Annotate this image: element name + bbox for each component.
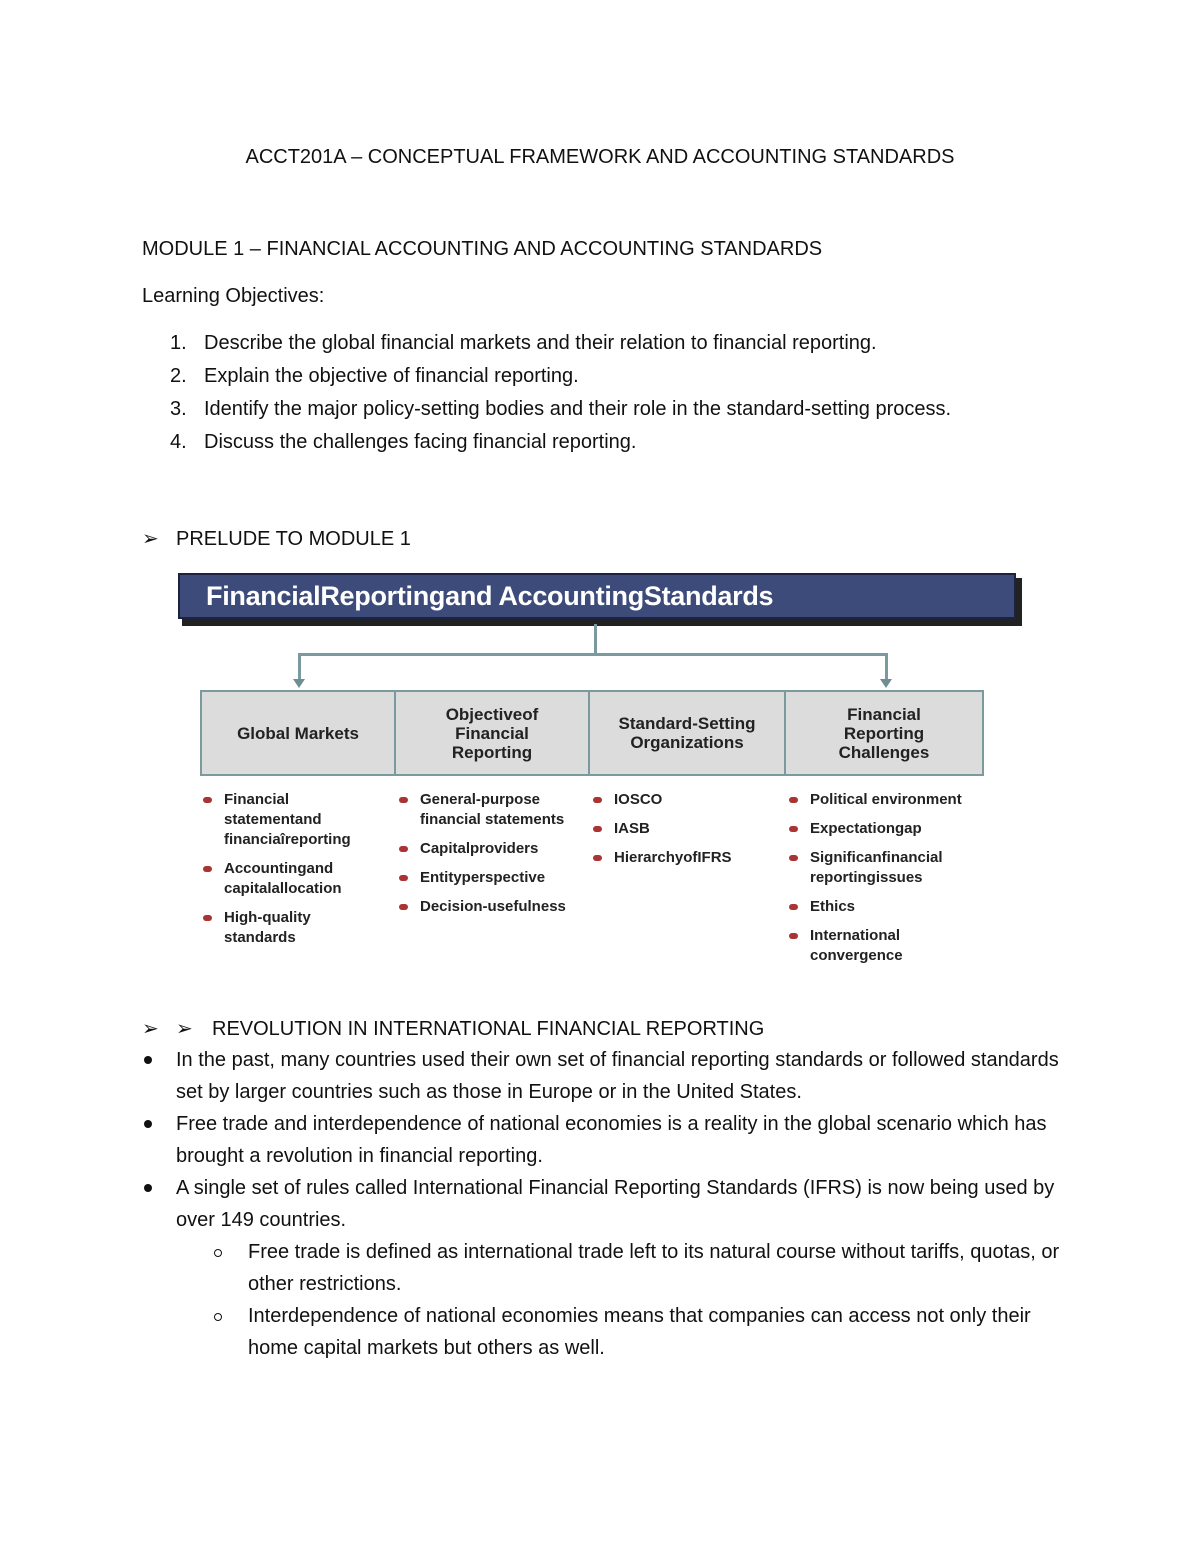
list-item [786, 897, 986, 917]
hollow-bullet-icon [214, 1249, 222, 1257]
item-text: Ethics [810, 898, 856, 915]
item-text: IOSCO [614, 791, 663, 808]
arrow-bullet-icon: ➢ [142, 528, 159, 550]
list-item [786, 790, 986, 810]
revolution-heading-row [142, 1016, 764, 1041]
list-item [396, 790, 586, 830]
list-item [396, 868, 586, 888]
list-item [142, 1300, 1062, 1364]
list-number: 4. [170, 431, 187, 453]
bullet-icon [593, 855, 602, 861]
bullet-icon [399, 797, 408, 803]
category-row [200, 690, 984, 776]
item-text: High-quality standards [224, 909, 311, 946]
bullet-icon [789, 855, 798, 861]
item-text: Political environment [810, 791, 962, 808]
category-label: Financial Reporting Challenges [838, 704, 930, 762]
revolution-heading: REVOLUTION IN INTERNATIONAL FINANCIAL REPORTING [212, 1018, 765, 1040]
learning-objectives-label: Learning Objectives: [142, 285, 325, 307]
category-box-standard-setting [590, 690, 786, 776]
list-item [590, 848, 780, 868]
arrow-bullet-icon: ➢ [142, 1018, 159, 1040]
bullet-icon [789, 933, 798, 939]
bullet-icon [399, 875, 408, 881]
item-text: Capitalproviders [420, 840, 539, 857]
item-text: Entityperspective [420, 869, 546, 886]
column-objective [396, 790, 586, 926]
objectives-list [142, 330, 951, 462]
bullet-icon [593, 826, 602, 832]
bullet-icon [203, 915, 212, 921]
bullet-text: Free trade and interdependence of national economies is a reality in the global scenario which has brought a revolution in financial reporting. [176, 1113, 1047, 1167]
bullet-icon [789, 826, 798, 832]
item-text: Decision-usefulness [420, 898, 566, 915]
item-text: HierarchyofIFRS [614, 849, 732, 866]
bullet-icon [203, 797, 212, 803]
item-text: General-purpose financial statements [420, 791, 565, 828]
column-global-markets [200, 790, 380, 957]
list-item [200, 859, 380, 899]
bullet-text: A single set of rules called International Financial Reporting Standards (IFRS) is now being used by over 149 countries. [176, 1177, 1055, 1231]
bullet-icon [144, 1056, 152, 1064]
prelude-heading: PRELUDE TO MODULE 1 [176, 528, 411, 550]
bullet-icon [789, 904, 798, 910]
category-label: Global Markets [237, 723, 359, 743]
item-text: Significanfinancial reportingissues [810, 849, 943, 886]
item-text: Accountingand capitalallocation [224, 860, 342, 897]
item-text: Expectationgap [810, 820, 922, 837]
list-item [142, 330, 951, 363]
arrow-down-icon [880, 679, 892, 688]
category-box-objective [396, 690, 590, 776]
list-item [142, 1044, 1062, 1108]
list-item [142, 363, 951, 396]
list-number: 3. [170, 398, 187, 420]
list-number: 1. [170, 332, 187, 354]
module-heading: MODULE 1 – FINANCIAL ACCOUNTING AND ACCOUNTING STANDARDS [142, 238, 823, 260]
list-item [142, 1236, 1062, 1300]
bullet-icon [789, 797, 798, 803]
list-item [396, 897, 586, 917]
bullet-icon [399, 846, 408, 852]
bullet-icon [593, 797, 602, 803]
revolution-bullets [142, 1044, 1062, 1364]
column-standard-setting [590, 790, 780, 877]
bullet-text: In the past, many countries used their own set of financial reporting standards or followed standards set by larger countries such as those in Europe or in the United States. [176, 1049, 1059, 1103]
list-item [786, 819, 986, 839]
category-box-global-markets [200, 690, 396, 776]
list-item [142, 396, 951, 429]
list-item [590, 790, 780, 810]
category-label: Standard-Setting Organizations [618, 714, 756, 752]
diagram-banner: FinancialReportingand AccountingStandards [178, 573, 1016, 619]
bullet-icon [144, 1184, 152, 1192]
connector-vertical [594, 624, 597, 654]
list-item [200, 908, 380, 948]
objective-text: Identify the major policy-setting bodies and their role in the standard-setting process. [204, 398, 952, 420]
list-item [142, 1108, 1062, 1172]
list-item [396, 839, 586, 859]
arrow-bullet-icon: ➢ [176, 1018, 193, 1040]
objective-text: Describe the global financial markets and their relation to financial reporting. [204, 332, 877, 354]
list-item [200, 790, 380, 850]
list-item [786, 848, 986, 888]
objective-text: Discuss the challenges facing financial reporting. [204, 431, 637, 453]
list-item [142, 1172, 1062, 1364]
column-challenges [786, 790, 986, 975]
sub-bullet-text: Free trade is defined as international trade left to its natural course without tariffs, quotas, or other restrictions. [248, 1241, 1060, 1295]
objective-text: Explain the objective of financial reporting. [204, 365, 579, 387]
course-title: ACCT201A – CONCEPTUAL FRAMEWORK AND ACCOUNTING STANDARDS [245, 146, 955, 168]
category-box-challenges [786, 690, 984, 776]
prelude-heading-row [142, 526, 411, 551]
bullet-icon [203, 866, 212, 872]
category-label: Objectiveof Financial Reporting [445, 704, 539, 762]
item-text: International convergence [810, 927, 903, 964]
connector-left-drop [298, 653, 301, 680]
connector-horizontal [298, 653, 888, 656]
bullet-icon [399, 904, 408, 910]
sub-bullet-text: Interdependence of national economies means that companies can access not only their home capital markets but others as well. [248, 1305, 1031, 1359]
list-number: 2. [170, 365, 187, 387]
list-item [590, 819, 780, 839]
list-item [142, 429, 951, 462]
hollow-bullet-icon [214, 1313, 222, 1321]
item-text: Financial statementand financiaîreporting [224, 791, 351, 848]
list-item [786, 926, 986, 966]
item-text: IASB [614, 820, 650, 837]
arrow-down-icon [293, 679, 305, 688]
sub-bullets [176, 1236, 1062, 1364]
concept-diagram [170, 568, 1030, 998]
bullet-icon [144, 1120, 152, 1128]
connector-right-drop [885, 653, 888, 680]
